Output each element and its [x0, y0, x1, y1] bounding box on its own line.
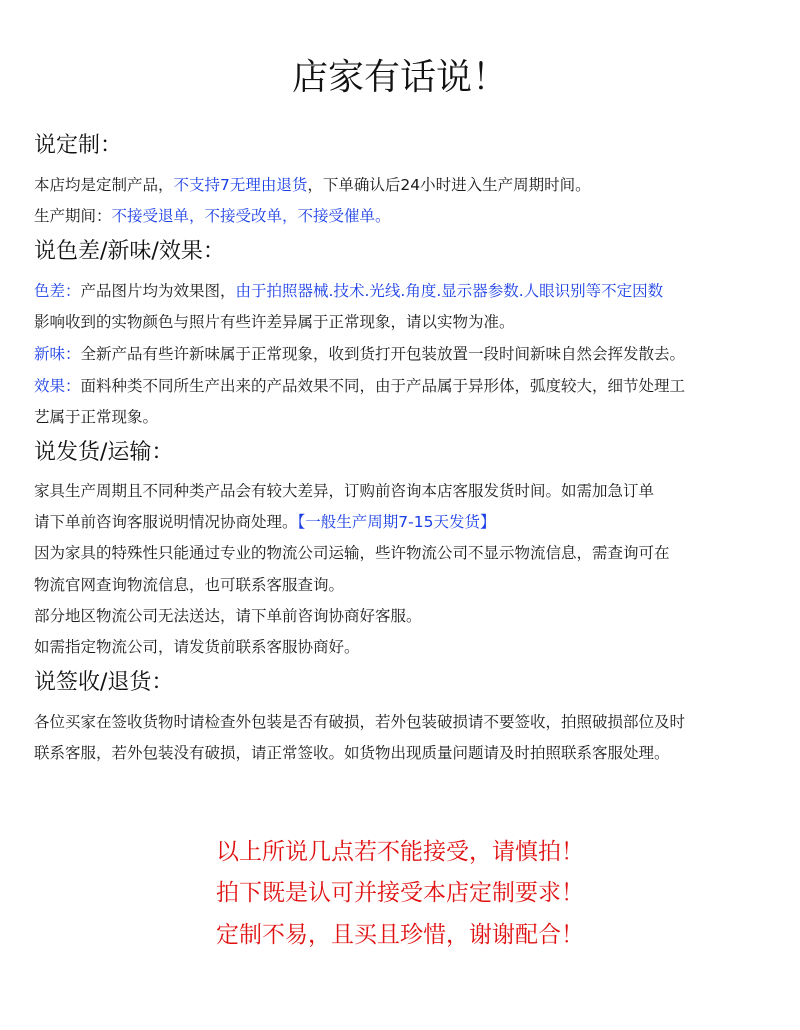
color-line-4 — [34, 375, 685, 397]
custom-line-2-label: 生产期间： — [34, 207, 112, 225]
footer-warning-3: 定制不易，且买且珍惜，谢谢配合！ — [216, 922, 584, 948]
page-title: 店家有话说！ — [291, 57, 508, 98]
color-line-1-highlight: 由于拍照器械.技术.光线.角度.显示器参数.人眼识别等不定因数 — [235, 282, 664, 300]
custom-line-1-text-c: ，下单确认后24小时进入生产周期时间。 — [307, 176, 591, 194]
shipping-line-5: 部分地区物流公司无法送达，请下单前咨询协商好客服。 — [34, 607, 422, 625]
section-heading-receipt: 说签收/退货： — [34, 670, 174, 695]
footer-warning-1: 以上所说几点若不能接受，请慎拍！ — [216, 839, 584, 865]
shipping-line-2 — [34, 511, 495, 533]
shipping-line-3: 因为家具的特殊性只能通过专业的物流公司运输，些许物流公司不显示物流信息，需查询可在 — [34, 544, 670, 562]
color-line-3 — [34, 343, 685, 365]
shipping-line-2-highlight: 【一般生产周期7-15天发货】 — [297, 513, 496, 531]
section-heading-custom: 说定制： — [34, 133, 123, 158]
custom-line-1-text-a: 本店均是定制产品， — [34, 176, 174, 194]
receipt-line-2: 联系客服，若外包装没有破损，请正常签收。如货物出现质量问题请及时拍照联系客服处理。 — [34, 744, 670, 762]
color-line-2: 影响收到的实物颜色与照片有些许差异属于正常现象，请以实物为准。 — [34, 313, 515, 331]
color-line-3-label: 新味： — [34, 345, 81, 363]
shipping-line-1: 家具生产周期且不同种类产品会有较大差异，订购前咨询本店客服发货时间。如需加急订单 — [34, 482, 655, 500]
section-heading-color: 说色差/新味/效果： — [34, 239, 225, 264]
section-heading-shipping: 说发货/运输： — [34, 440, 174, 465]
color-line-1-text: 产品图片均为效果图， — [80, 282, 236, 300]
receipt-line-1: 各位买家在签收货物时请检查外包装是否有破损，若外包装破损请不要签收，拍照破损部位及时 — [34, 713, 686, 731]
shipping-line-2-text: 请下单前咨询客服说明情况协商处理。 — [34, 513, 298, 531]
color-line-1-label: 色差： — [34, 282, 81, 300]
custom-line-1-highlight: 不支持7无理由退货 — [173, 176, 308, 194]
shipping-line-6: 如需指定物流公司，请发货前联系客服协商好。 — [34, 638, 360, 656]
color-line-5: 艺属于正常现象。 — [34, 408, 159, 426]
color-line-4-label: 效果： — [34, 377, 81, 395]
color-line-1 — [34, 280, 663, 302]
custom-line-2 — [34, 205, 391, 227]
footer-warning-2: 拍下既是认可并接受本店定制要求！ — [216, 880, 584, 906]
color-line-4-text: 面料种类不同所生产出来的产品效果不同，由于产品属于异形体，弧度较大，细节处理工 — [80, 377, 686, 395]
custom-line-2-highlight: 不接受退单，不接受改单，不接受催单。 — [111, 207, 391, 225]
shipping-line-4: 物流官网查询物流信息，也可联系客服查询。 — [34, 576, 345, 594]
custom-line-1 — [34, 174, 591, 196]
color-line-3-text: 全新产品有些许新味属于正常现象，收到货打开包装放置一段时间新味自然会挥发散去。 — [80, 345, 686, 363]
